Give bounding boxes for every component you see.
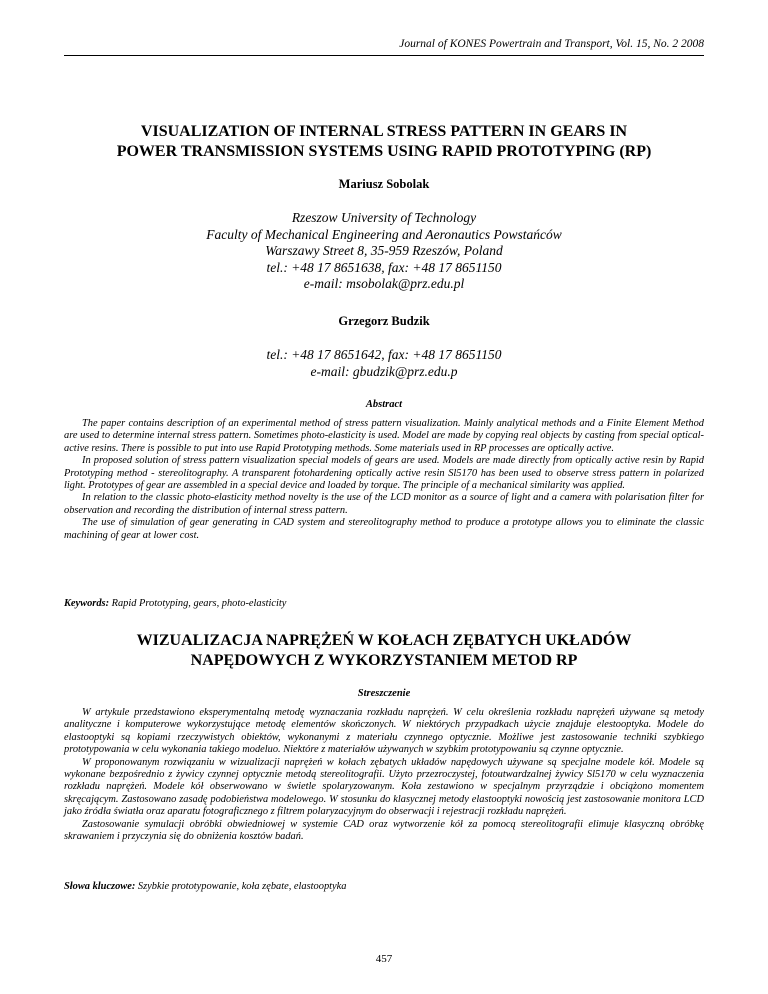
title-pl-line-2: NAPĘDOWYCH Z WYKORZYSTANIEM METOD RP [190, 652, 578, 669]
keywords-label: Keywords: [64, 598, 110, 609]
affiliation-line: Faculty of Mechanical Engineering and Aeronautics Powstańców [206, 226, 562, 242]
streszczenie-heading: Streszczenie [357, 688, 411, 699]
streszczenie-paragraph: W artykule przedstawiono eksperymentalną metodę wyznaczania rozkładu naprężeń. W celu określenia rozkładu naprężeń używane są metody analityczne i komputerowe wykorzystujące metodę elementów skończonych. W niektórych przypadkach użycie znajduje elestooptyka. Modele do elastooptyki są kopiami rzeczywistych obiektów, wykonanymi z materiału czynnego optycznie. Możliwe jest zastosowanie techniki szybkiego prototypowania w celu wykonania takiego modeluo. Niektóre z materiałów używanych w szybkim prototypowaniu są czynne optycznie. [64, 707, 704, 756]
abstract-paragraph: The paper contains description of an experimental method of stress pattern visualization. Mainly analytical methods and a Finite Element Method are used to determine internal stress pattern. Sometimes photo-elasticity is used. Model are made by copying real objects by casting from special optical-active resins. There is possible to put into use Rapid Prototyping methods. Some materials used in RP processes are optically active. [64, 418, 704, 454]
slowa-kluczowe [64, 881, 704, 892]
title-pl-line-1: WIZUALIZACJA NAPRĘŻEŃ W KOŁACH ZĘBATYCH UKŁADÓW [136, 632, 632, 649]
author-2-email: e-mail: gbudzik@prz.edu.p [310, 363, 458, 379]
abstract-paragraph: In relation to the classic photo-elasticity method novelty is the use of the LCD monitor as a source of light and a camera with polarisation filter for observation and recording the distribution of internal stress pattern. [64, 492, 704, 516]
author-1-name: Mariusz Sobolak [338, 177, 430, 191]
paper-title-en [40, 122, 728, 162]
affiliation-line: Warszawy Street 8, 35-959 Rzeszów, Poland [265, 243, 503, 258]
author-2-affiliation [0, 347, 768, 380]
streszczenie-paragraph: Zastosowanie symulacji obróbki obwiedniowej w systemie CAD oraz wytworzenie kół za pomocą stereolitografii elimuje klasyczną obróbkę skrawaniem i przyczynia się do obniżenia kosztów badań. [64, 818, 704, 843]
slowa-kluczowe-text: Szybkie prototypowanie, koła zębate, elastooptyka [135, 881, 347, 892]
streszczenie-paragraph: W proponowanym rozwiązaniu w wizualizacji naprężeń w kołach zębatych układów napędowych używane są specjalne modele kół. Modele są wykonane bezpośrednio z żywicy czynnej optycznie metodą stereolitografii. Użyto przezroczystej, fotoutwardzalnej żywicy Sl5170 w celu wyznaczenia rozkładu naprężeń. Modele kół obserwowano w świetle spolaryzowanym. Koła zestawiono w specjalnym przyrządzie i obciążono momentem skręcającym. Zastosowano zasadę podobieństwa modelowego. W stosunku do klasycznej metody elastooptyki nowością jest zastosowanie monitora LCD jako źródła światła oraz aparatu fotograficznego z filtrem polaryzacyjnym do obserwacji i rejestracji rozkładu naprężeń. [64, 756, 704, 818]
slowa-kluczowe-label: Słowa kluczowe: [64, 881, 136, 892]
header-rule [64, 55, 704, 56]
author-2-name: Grzegorz Budzik [338, 314, 430, 328]
keywords-text: Rapid Prototyping, gears, photo-elasticity [109, 598, 287, 609]
abstract-paragraph: The use of simulation of gear generating in CAD system and stereolitography method to produce a prototype allows you to eliminate the classic machining of gear at lower cost. [64, 517, 704, 541]
affiliation-line: tel.: +48 17 8651638, fax: +48 17 8651150 [266, 259, 502, 275]
abstract-heading: Abstract [365, 399, 403, 410]
author-1-affiliation [0, 210, 768, 293]
abstract-body [64, 418, 704, 542]
title-en-line-1: VISUALIZATION OF INTERNAL STRESS PATTERN IN GEARS IN [140, 123, 628, 140]
paper-title-pl [40, 631, 728, 671]
affiliation-line: tel.: +48 17 8651642, fax: +48 17 8651150 [266, 347, 502, 362]
page-number: 457 [375, 953, 393, 965]
keywords [64, 598, 704, 609]
journal-header: Journal of KONES Powertrain and Transport, Vol. 15, No. 2 2008 [399, 38, 704, 50]
title-en-line-2: POWER TRANSMISSION SYSTEMS USING RAPID PROTOTYPING (RP) [116, 143, 652, 160]
author-1-email: e-mail: msobolak@prz.edu.pl [303, 276, 465, 291]
affiliation-line: Rzeszow University of Technology [291, 210, 477, 225]
streszczenie-body [64, 707, 704, 843]
abstract-paragraph: In proposed solution of stress pattern visualization special models of gears are used. Models are made directly from optically active resin by Rapid Prototyping method - stereolitography. A transparent fotohardening optically active resin Sl5170 has been used to observe stress pattern in polarized light. Prototypes of gear are assembled in a special device and loaded by torque. The principle of a mechanical similarity was applied. [64, 455, 704, 492]
